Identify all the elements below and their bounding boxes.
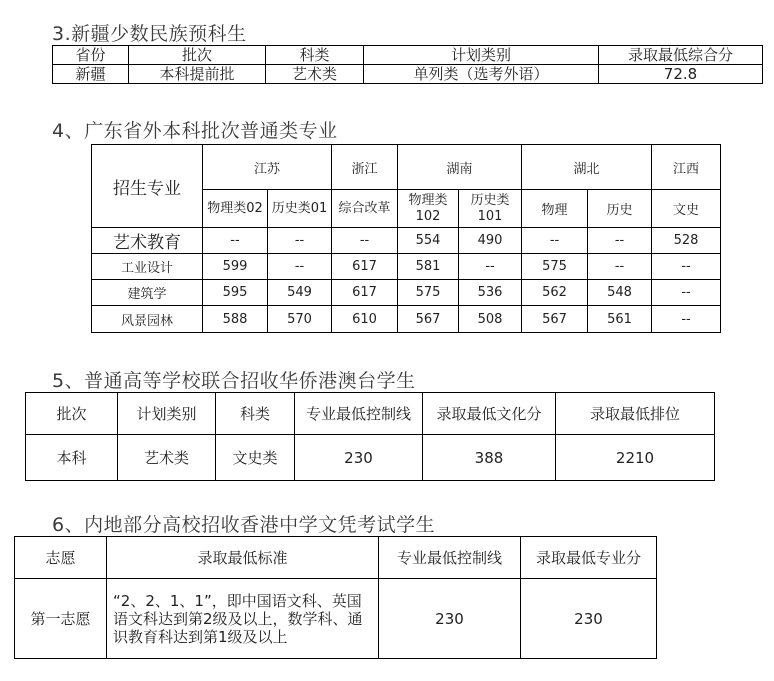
score-cell: -- — [203, 228, 268, 254]
header-cell: 专业最低控制线 — [295, 393, 423, 435]
score-cell: 588 — [203, 306, 268, 333]
score-cell: 561 — [588, 306, 652, 333]
cell-control-line: 230 — [295, 435, 423, 481]
score-cell: 528 — [652, 228, 721, 254]
overseas-chinese-table — [25, 392, 715, 481]
table-row — [15, 579, 657, 659]
cell-min-major-score: 230 — [521, 579, 657, 659]
table-row — [92, 306, 721, 333]
province-header: 浙江 — [332, 145, 398, 190]
table-header-row — [53, 46, 763, 65]
section4-heading: 4、广东省外本科批次普通类专业 — [52, 120, 338, 142]
hkdse-table — [14, 536, 657, 659]
major-name: 风景园林 — [92, 306, 203, 333]
cell-batch: 本科提前批 — [129, 65, 266, 84]
major-header: 招生专业 — [92, 145, 203, 228]
score-cell: -- — [588, 254, 652, 280]
subject-header: 综合改革 — [332, 190, 398, 228]
score-cell: -- — [268, 228, 332, 254]
table-row — [53, 65, 763, 84]
score-cell: 549 — [268, 280, 332, 306]
province-header: 湖北 — [522, 145, 652, 190]
header-cell: 计划类别 — [118, 393, 216, 435]
score-cell: 617 — [332, 280, 398, 306]
province-header-row — [92, 145, 721, 190]
subject-header: 物理 — [522, 190, 588, 228]
xinjiang-table — [52, 45, 763, 84]
header-cell: 录取最低标准 — [107, 537, 379, 579]
province-header: 江西 — [652, 145, 721, 190]
province-header: 湖南 — [398, 145, 522, 190]
score-cell: -- — [652, 306, 721, 333]
score-cell: 567 — [522, 306, 588, 333]
score-cell: 554 — [398, 228, 459, 254]
header-cell: 专业最低控制线 — [379, 537, 521, 579]
score-cell: 570 — [268, 306, 332, 333]
section5-heading: 5、普通高等学校联合招收华侨港澳台学生 — [52, 370, 416, 392]
subject-header: 文史 — [652, 190, 721, 228]
cell-plan-type: 艺术类 — [118, 435, 216, 481]
subject-header: 历史类101 — [459, 190, 522, 228]
score-cell: -- — [268, 254, 332, 280]
score-cell: 610 — [332, 306, 398, 333]
subject-header: 历史类01 — [268, 190, 332, 228]
header-cell: 录取最低文化分 — [423, 393, 556, 435]
table-row — [26, 435, 715, 481]
cell-control-line: 230 — [379, 579, 521, 659]
score-cell: -- — [522, 228, 588, 254]
score-cell: 567 — [398, 306, 459, 333]
table-header-row — [15, 537, 657, 579]
header-cell: 省份 — [53, 46, 129, 65]
score-cell: 581 — [398, 254, 459, 280]
cell-culture-score: 388 — [423, 435, 556, 481]
cell-plan-type: 单列类（选考外语） — [364, 65, 599, 84]
out-of-province-table — [91, 144, 721, 333]
section6-heading: 6、内地部分高校招收香港中学文凭考试学生 — [52, 514, 436, 536]
table-row — [92, 280, 721, 306]
score-cell: 490 — [459, 228, 522, 254]
score-cell: -- — [459, 254, 522, 280]
header-cell: 批次 — [129, 46, 266, 65]
major-name: 艺术教育 — [92, 228, 203, 254]
header-cell: 科类 — [266, 46, 364, 65]
cell-category: 艺术类 — [266, 65, 364, 84]
table-row — [92, 228, 721, 254]
cell-min-standard: “2、2、1、1”，即中国语文科、英国语文科达到第2级及以上，数学科、通识教育科达到第1级及以上 — [107, 579, 379, 659]
score-cell: -- — [652, 254, 721, 280]
subject-header: 物理类102 — [398, 190, 459, 228]
header-cell: 科类 — [216, 393, 295, 435]
cell-min-score: 72.8 — [599, 65, 763, 84]
score-cell: 599 — [203, 254, 268, 280]
subject-header: 物理类02 — [203, 190, 268, 228]
major-name: 建筑学 — [92, 280, 203, 306]
cell-province: 新疆 — [53, 65, 129, 84]
header-cell: 志愿 — [15, 537, 107, 579]
score-cell: 536 — [459, 280, 522, 306]
header-cell: 录取最低综合分 — [599, 46, 763, 65]
subject-header: 历史 — [588, 190, 652, 228]
score-cell: -- — [332, 228, 398, 254]
score-cell: 562 — [522, 280, 588, 306]
cell-min-rank: 2210 — [556, 435, 715, 481]
score-cell: 617 — [332, 254, 398, 280]
header-cell: 计划类别 — [364, 46, 599, 65]
header-cell: 录取最低排位 — [556, 393, 715, 435]
province-header: 江苏 — [203, 145, 332, 190]
score-cell: -- — [588, 228, 652, 254]
header-cell: 批次 — [26, 393, 118, 435]
table-row — [92, 254, 721, 280]
cell-choice: 第一志愿 — [15, 579, 107, 659]
header-cell: 录取最低专业分 — [521, 537, 657, 579]
cell-batch: 本科 — [26, 435, 118, 481]
score-cell: 575 — [398, 280, 459, 306]
score-cell: -- — [652, 280, 721, 306]
cell-category: 文史类 — [216, 435, 295, 481]
score-cell: 508 — [459, 306, 522, 333]
table-header-row — [26, 393, 715, 435]
score-cell: 548 — [588, 280, 652, 306]
score-cell: 575 — [522, 254, 588, 280]
section3-heading: 3.新疆少数民族预科生 — [52, 23, 247, 45]
score-cell: 595 — [203, 280, 268, 306]
major-name: 工业设计 — [92, 254, 203, 280]
